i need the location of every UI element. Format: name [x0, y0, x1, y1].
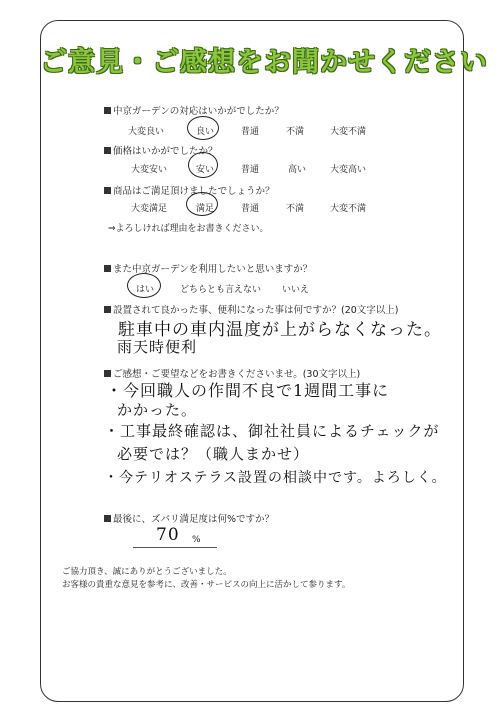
q3-option-satisfied[interactable]: 満足	[196, 204, 215, 214]
q2-option-very-expensive[interactable]: 大変高い	[330, 165, 367, 175]
handwritten-answer: 駐車中の車内温度が上がらなくなった。	[118, 320, 442, 340]
q1-option-good[interactable]: 良い	[196, 127, 215, 137]
q1-option-very-unsatisfied[interactable]: 大変不満	[330, 127, 367, 137]
bullet-square-icon	[104, 265, 111, 272]
selected-answer-circle	[127, 273, 161, 298]
satisfaction-value: 70	[156, 525, 180, 545]
handwritten-answer: ・今テリオステラス設置の相談中です。よろしく。	[104, 470, 447, 486]
q3-option-normal[interactable]: 普通	[241, 204, 260, 214]
q1-option-unsatisfied[interactable]: 不満	[286, 127, 305, 137]
handwritten-answer: かかった。	[117, 401, 198, 419]
bullet-square-icon	[104, 147, 111, 154]
bullet-square-icon	[104, 370, 111, 377]
bullet-square-icon	[104, 187, 111, 194]
q2-option-expensive[interactable]: 高い	[288, 165, 307, 175]
question-reuse: また中京ガーデンを利用したいと思いますか？	[104, 261, 312, 275]
q3-option-very-satisfied[interactable]: 大変満足	[131, 204, 168, 214]
q3-option-very-unsatisfied[interactable]: 大変不満	[330, 204, 367, 214]
question-benefits: 設置されて良かった事、便利になった事は何ですか？(20文字以上)	[104, 302, 399, 316]
selected-answer-circle	[188, 152, 218, 178]
thanks-text: ご協力頂き、誠にありがとうございました。	[62, 567, 232, 577]
handwritten-answer: 必要では？（職人まかせ）	[117, 445, 310, 463]
question-service: 中京ガーデンの対応はいかがでしたか？	[104, 103, 284, 117]
q4-option-no[interactable]: いいえ	[282, 285, 310, 295]
q1-option-normal[interactable]: 普通	[241, 127, 260, 137]
handwritten-answer: ・工事最終確認は、御社社員によるチェックが	[104, 422, 440, 440]
q2-option-normal[interactable]: 普通	[241, 165, 260, 175]
q2-option-cheap[interactable]: 安い	[196, 165, 215, 175]
answer-underline	[133, 547, 217, 548]
bullet-square-icon	[104, 107, 111, 114]
percent-unit: %	[192, 535, 201, 545]
reason-note: ⇒よろしければ理由をお書きください。	[108, 224, 269, 234]
bullet-square-icon	[104, 306, 111, 313]
question-comments: ご感想・ご要望などをお書きくださいませ。(30文字以上)	[104, 366, 360, 380]
question-price: 価格はいかがでしたか？	[104, 143, 218, 157]
q4-option-yes[interactable]: はい	[136, 285, 155, 295]
q2-option-very-cheap[interactable]: 大変安い	[131, 165, 168, 175]
question-satisfaction: 最後に、ズバリ満足度は何%ですか？	[104, 511, 274, 525]
question-product: 商品はご満足頂けましたでしょうか？	[104, 183, 275, 197]
q4-option-neither[interactable]: どちらとも言えない	[180, 285, 262, 295]
bullet-square-icon	[104, 515, 111, 522]
selected-answer-circle	[186, 192, 218, 216]
selected-answer-circle	[187, 116, 219, 140]
survey-card	[40, 20, 488, 702]
page-title: ご意見・ご感想をお聞かせください	[40, 47, 488, 78]
q3-option-unsatisfied[interactable]: 不満	[286, 204, 305, 214]
q1-option-very-good[interactable]: 大変良い	[128, 127, 165, 137]
handwritten-answer: ・今回職人の作間不良で1週間工事に	[106, 381, 390, 400]
handwritten-answer: 雨天時便利	[117, 338, 198, 356]
improvement-text: お客様の貴重な意見を参考に、改善・サービスの向上に活かして参ります。	[62, 580, 351, 590]
